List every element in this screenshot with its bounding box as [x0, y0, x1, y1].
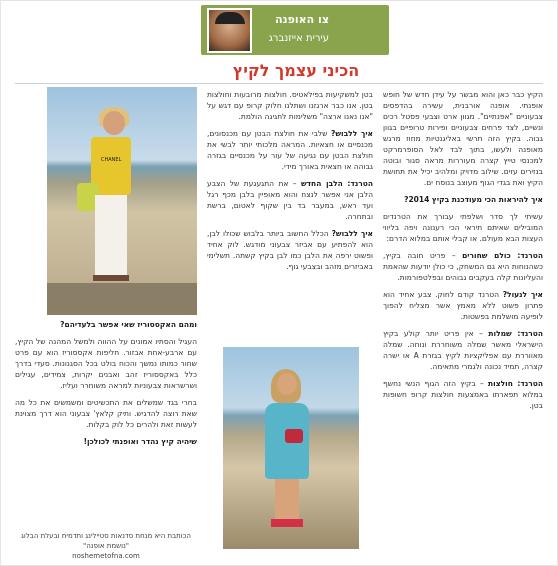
subheading: איך להיראות הכי מעודכנת בקיץ 2014? — [404, 195, 543, 204]
paragraph: הכלל החשוב ביותר בלבוש שכולו לבן, הוא להפתיע עם אביזר צבעוני מודגש. לוק אחיד ופשוט ירפה את הלבן כמו לבן בקיץ קשתה. תשלימי באביזרים מזהב ובצבעי גוף. — [207, 229, 373, 271]
white-pants — [95, 195, 127, 277]
author-avatar — [207, 8, 252, 53]
red-bag — [285, 429, 303, 443]
shoes — [93, 275, 129, 281]
section-title: צו האופנה — [275, 13, 329, 26]
paragraph: את התגעגעת של הצבע הלבן אני אפשר לנצח והוא מאופיין בלבן מכף רגל ועד ראש, במעבר בד בין שקוף לאטום, ברשת ובתחרה. — [207, 179, 373, 221]
subheading: הטרנד: הלבן החדש — [300, 179, 373, 188]
closing-line: שיהיה קיץ נהדר ואופנתי לכולכן! — [83, 437, 197, 446]
head — [277, 373, 297, 395]
subheading: הטרנד: חולצות — [488, 379, 543, 388]
blog-url: noshemetofna.com — [72, 552, 140, 560]
paragraph: עשיתי לך סדר ושלפתי עבורך את הטרנדים המובילים שאיתם תיראי הכי רענונה ויפה בליווי העצות הבא מעולם. או קבלי אותם במלוא הדרם: — [383, 212, 543, 243]
subheading: איך לנעול? — [502, 290, 543, 299]
author-name: עירית אייזנברג — [268, 33, 329, 44]
head — [103, 111, 125, 135]
red-shoes — [271, 519, 303, 527]
legs — [275, 479, 299, 521]
subheading: איך ללבוש? — [331, 229, 373, 238]
text-column-middle: בטן למשקיעות בפילאטיס. חולצות מרובעות וחולצות בטן. אנו כבר ארגזנו ושתלנו חלוק קרופ עם דגש על "אנו נאנו ארצה" משלימות לחגיגה הולמת. איך ללבוש? שלבי את חולצת הבטן עם מכנסונים, מכנסיים או חצאיות. המראה מלכותי יותר לבשי את חולצת הבטן עם נגיעה של עור על מכנסיים בגזרה גבוהה או חצאית באורך מידי. הטרנד: הלבן החדש – את התגעגעת של הצבע הלבן אני אפשר לנצח והוא מאופיין בלבן מכף רגל ועד ראש, במעבר בד בין שקוף לאטום, ברשת ובתחרה. איך ללבוש? הכלל החשוב ביותר בלבוש שכולו לבן, הוא להפתיע עם אביזר צבעוני מודגש. לוק אחיד ופשוט ירפה את הלבן כמו לבן בקיץ קשתה. תשלימי באביזרים מזהב ובצבעי גוף. — [207, 90, 373, 271]
paragraph: הקיץ כבר כאן והוא מבשר על עידן חדש של חופש אופנתי. אופנה אורבנית, עשירה בהדפסים צבעוניים "אפנתיים". מגוון ארט וצבעי פסטל רכים ונשיים, לצד פרחים צבעוניים ופירות טרופיים בגוון גבוה. בקיץ הזה תרשי באליגנטיות מחוז מרגש מאופנה ולעשו, בתוך לבד לאל הסופרמרקט למכנסי טייץ קצרה מעוררות מראה סגור ובוטה בנזירים עזים. שילוב מדויק ומלהיב יכיל את תחושת הקיץ ואת בגדי הגוף מעוצב בנוסח ים. — [383, 90, 543, 187]
paragraph: בטן למשקיעות בפילאטיס. חולצות מרובעות וחולצות בטן. אנו כבר ארגזנו ושתלנו חלוק קרופ עם דגש על "אנו נאנו ארצה" משלימות לחגיגה הולמת. — [207, 90, 373, 121]
article-headline: הכיני עצמך לקיץ — [232, 61, 360, 80]
subheading: איך ללבוש? — [331, 129, 373, 138]
rock-ground — [47, 283, 197, 315]
subheading: הטרנד: שמלות — [488, 329, 543, 338]
text-column-right: הקיץ כבר כאן והוא מבשר על עידן חדש של חופש אופנתי. אופנה אורבנית, עשירה בהדפסים צבעוניים "אפנתיים". מגוון ארט וצבעי פסטל רכים ונשיים, לצד פרחים צבעוניים ופירות טרופיים בגוון גבוה. בקיץ הזה תרשי באליגנטיות מחוז מרגש מאופנה ולעשו, בתוך לבד לאל הסופרמרקט למכנסי טייץ קצרה מעוררות מראה סגור ובוטה בנזירים עזים. שילוב מדויק ומלהיב יכיל את תחושת הקיץ ואת בגדי הגוף מעוצב בנוסח ים. איך להיראות הכי מעודכנת בקיץ 2014? עשיתי לך סדר ושלפתי עבורך את הטרנדים המובילים שאיתם תיראי הכי רענונה ויפה בליווי העצות הבא מעולם. או קבלי אותם במלוא הדרם: הטרנד: כולם שחורים – פריט חובה בקיץ, כשהנוחות היא גם המשחק, כי כולן יודעות שהאמת והעליונות קלה בעקבים גבוהים ובפלטפורמות. איך לנעול? הטרנד קודם לחוק. צבע אחיד הוא פתרון פשוט ללא מאמץ אשר מצליח להפוך לופיעה מושלמת בפשטות. הטרנד: שמלות – אין פריט יותר קולע בקיץ הישראלי מאשר שמלה משוחררת ונוחה. שמלה מאווררת עם אפליקציות לקיץ בגזרת A או ישרה קצרה, תמיד נכונה ולגמרי מתאימה. הטרנד: חולצות – בקיץ הזה הגוף הנשי נחשף במלוא תפארתו באמצעות חולצות קרופ חשופות בטן. — [383, 90, 544, 410]
paragraph: שלבי את חולצת הבטן עם מכנסונים, מכנסיים או חצאיות. המראה מלכותי יותר לבשי את חולצת הבטן עם נגיעה של עור על מכנסיים בגזרה גבוהה או חצאית באורך מידי. — [207, 129, 373, 171]
paragraph: בחרי בגד שמשלים את התכשיטים ומשמשים את כל מה שאת רוצה להדגיש. ותיק קלאץ' צבעוני הוא דרך מצוינת לעשות זאת ולהרים כל לוק בקלות. — [15, 398, 197, 429]
paragraph: בקיץ הזה הגוף הנשי נחשף במלוא תפארתו באמצעות חולצות קרופ חשופות בטן. — [383, 379, 543, 410]
paragraph: אין פריט יותר קולע בקיץ הישראלי מאשר שמלה משוחררת ונוחה. שמלה מאווררת עם אפליקציות לקיץ בגזרת A או ישרה קצרה, תמיד נכונה ולגמרי מתאימה. — [383, 329, 544, 371]
author-credit — [15, 531, 197, 561]
subheading: ומהם האקססוריז שאי אפשר בלעדיהם? — [60, 320, 197, 329]
paragraph: העגיל והסתיו אמונים על ההווה ולמשל המהנה של הקיץ, עם ארבע-אחת אבזור. חליפות אקססוריז הוא עם פרט שחור כמותו נמשך והכוח בולט בכל הסגנונות. סעדי בדרך כלל באקססוריז זהב ואבנים יקרות, צמידים, עגילים ושרשראות צבעוניות למראה משוחרר ועליז. — [15, 337, 197, 390]
credit-text: הכותבת היא מנחת סדנאות סטיילינג ותדמית ובעלת הבלוג "נושמת אופנה" — [21, 532, 191, 550]
photo-woman-yellow-top — [47, 87, 197, 315]
paragraph: פריט חובה בקיץ, כשהנוחות היא גם המשחק, כי כולן יודעות שהאמת והעליונות קלה בעקבים גבוהים ובפלטפורמות. — [383, 251, 543, 282]
photo-woman-blue-dress — [223, 347, 359, 549]
header-divider — [15, 83, 543, 84]
subheading: הטרנד: כולם שחורים — [462, 251, 543, 260]
paragraph: הטרנד קודם לחוק. צבע אחיד הוא פתרון פשוט ללא מאמץ אשר מצליח להפוך לופיעה מושלמת בפשטות. — [383, 290, 543, 321]
text-column-left — [15, 319, 197, 519]
top-print: CHANEL — [101, 157, 122, 163]
